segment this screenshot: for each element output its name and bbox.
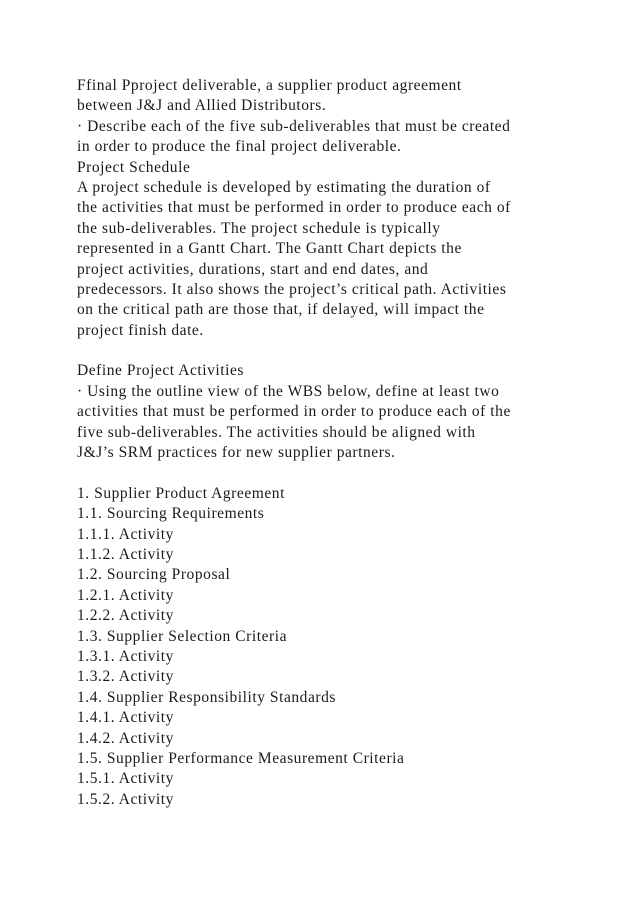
schedule-line: on the critical path are those that, if delayed, will impact the <box>77 301 485 319</box>
activities-line: activities that must be performed in order to produce each of the <box>77 403 511 421</box>
wbs-item: 1.5.2. Activity <box>77 790 174 808</box>
wbs-item: 1.2. Sourcing Proposal <box>77 566 231 584</box>
wbs-item: 1.1.2. Activity <box>77 545 174 563</box>
wbs-item: 1.3.2. Activity <box>77 668 174 686</box>
schedule-heading: Project Schedule <box>77 158 191 176</box>
intro-line: between J&J and Allied Distributors. <box>77 97 327 115</box>
wbs-item: 1.4.1. Activity <box>77 709 174 727</box>
schedule-line: represented in a Gantt Chart. The Gantt Chart depicts the <box>77 240 462 258</box>
document-body <box>77 76 617 810</box>
activities-line: J&J’s SRM practices for new supplier partners. <box>77 444 396 462</box>
intro-line: · Describe each of the five sub-deliverables that must be created <box>77 117 511 135</box>
wbs-outline <box>77 484 617 810</box>
activities-line: five sub-deliverables. The activities should be aligned with <box>77 423 476 441</box>
paragraph-spacer <box>77 463 617 483</box>
paragraph-spacer <box>77 341 617 361</box>
wbs-item: 1.4.2. Activity <box>77 729 174 747</box>
wbs-item: 1.3. Supplier Selection Criteria <box>77 627 288 645</box>
wbs-item: 1.4. Supplier Responsibility Standards <box>77 688 336 706</box>
wbs-item: 1.1. Sourcing Requirements <box>77 505 265 523</box>
intro-line: in order to produce the final project deliverable. <box>77 138 402 156</box>
schedule-line: project activities, durations, start and end dates, and <box>77 260 429 278</box>
activities-line: · Using the outline view of the WBS below, define at least two <box>77 382 500 400</box>
wbs-item: 1.5. Supplier Performance Measurement Criteria <box>77 749 405 767</box>
wbs-item: 1.3.1. Activity <box>77 647 174 665</box>
wbs-item: 1.5.1. Activity <box>77 770 174 788</box>
wbs-item: 1.2.1. Activity <box>77 586 174 604</box>
schedule-line: the activities that must be performed in order to produce each of <box>77 199 511 217</box>
wbs-item: 1.2.2. Activity <box>77 607 174 625</box>
activities-heading: Define Project Activities <box>77 362 244 380</box>
schedule-line: project finish date. <box>77 321 204 339</box>
intro-line: Ffinal Pproject deliverable, a supplier product agreement <box>77 77 462 94</box>
schedule-line: the sub-deliverables. The project schedule is typically <box>77 219 441 237</box>
schedule-line: A project schedule is developed by estimating the duration of <box>77 178 491 196</box>
wbs-item: 1.1.1. Activity <box>77 525 174 543</box>
wbs-item: 1. Supplier Product Agreement <box>77 484 285 502</box>
schedule-line: predecessors. It also shows the project’s critical path. Activities <box>77 280 507 298</box>
